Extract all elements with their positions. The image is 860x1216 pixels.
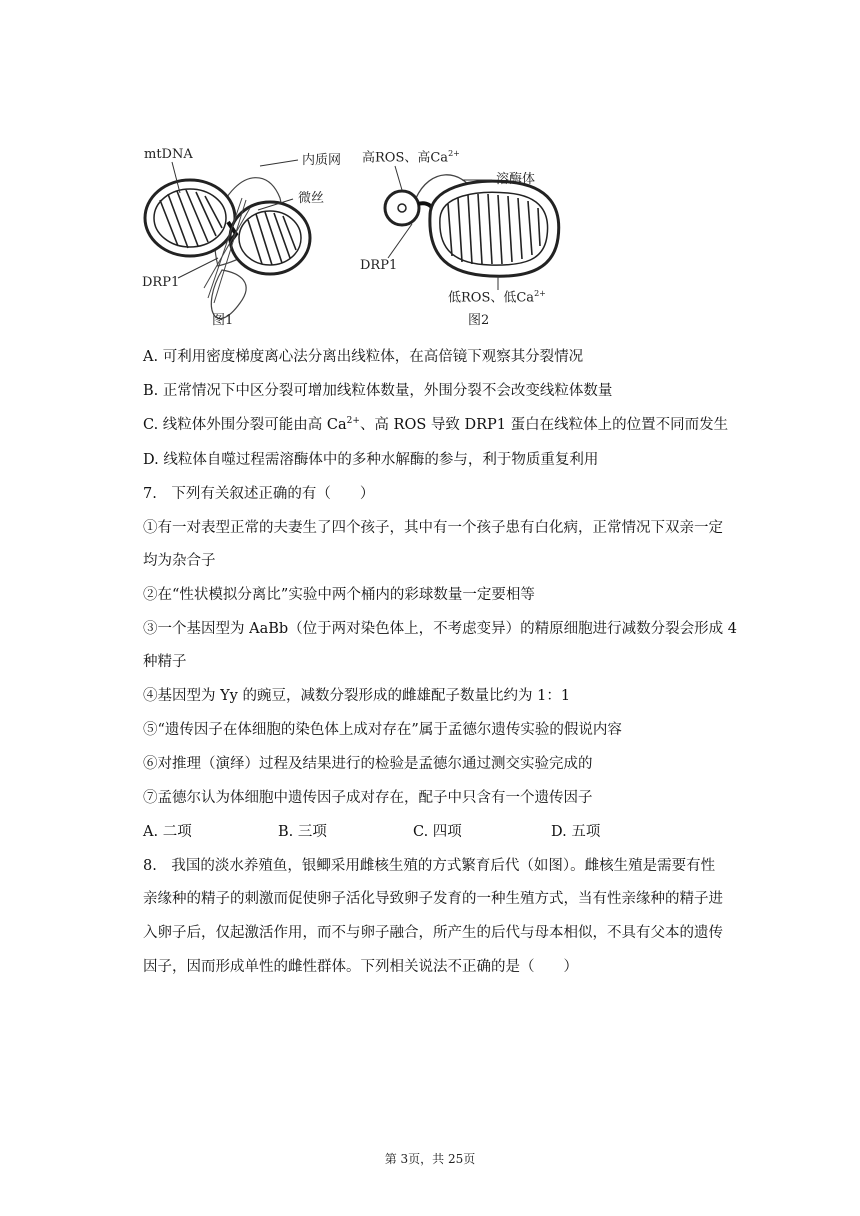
q6-option-a: A. 可利用密度梯度离心法分离出线粒体，在高倍镜下观察其分裂情况	[143, 349, 584, 365]
label-mtdna: mtDNA	[144, 147, 193, 162]
q6-option-d: D. 线粒体自噬过程需溶酶体中的多种水解酶的参与，利于物质重复利用	[143, 452, 599, 468]
q7-item: ④基因型为 Yy 的豌豆，减数分裂形成的雌雄配子数量比约为 1：1	[143, 688, 571, 704]
q8-line: 亲缘种的精子的刺激而促使卵子活化导致卵子发育的一种生殖方式，当有性亲缘种的精子进	[143, 891, 723, 907]
q7-option-b: B. 三项	[278, 824, 327, 840]
label-low-ros: 低ROS、低$Ca^{2+}$	[448, 289, 546, 306]
label-microfilament: 微丝	[298, 191, 325, 206]
q7-item: ⑤“遗传因子在体细胞的染色体上成对存在”属于孟德尔遗传实验的假说内容	[143, 722, 622, 738]
q6-option-c: C. 线粒体外围分裂可能由高 $Ca^{2+}$、高 ROS 导致 DRP1 蛋白在线粒体上的位置不同而发生	[143, 416, 729, 433]
mitochondria-figure	[130, 138, 570, 338]
q8-line: 8. 我国的淡水养殖鱼，银鲫采用雌核生殖的方式繁育后代（如图）。雌核生殖是需要有性	[143, 858, 716, 874]
q7-stem: 7. 下列有关叙述正确的有（ ）	[143, 486, 375, 502]
q7-item: 均为杂合子	[143, 553, 216, 569]
fig1-mito-left	[145, 180, 235, 256]
caption-fig2: 图2	[468, 313, 490, 328]
page-footer: 第 3页，共 25页	[384, 1152, 476, 1166]
q7-item: ①有一对表型正常的夫妻生了四个孩子，其中有一个孩子患有白化病，正常情况下双亲一定	[143, 520, 723, 536]
label-er: 内质网	[302, 153, 342, 168]
label-lysosome: 溶酶体	[496, 172, 536, 187]
q7-option-d: D. 五项	[551, 824, 601, 840]
q7-item: ③一个基因型为 AaBb（位于两对染色体上，不考虑变异）的精原细胞进行减数分裂会形成 4	[143, 621, 737, 637]
q7-option-c: C. 四项	[413, 824, 462, 840]
label-drp1-fig2: DRP1	[360, 258, 398, 273]
q7-item: ⑦孟德尔认为体细胞中遗传因子成对存在，配子中只含有一个遗传因子	[143, 790, 593, 806]
q7-option-a: A. 二项	[143, 824, 192, 840]
mitochondria-diagram	[130, 138, 570, 338]
label-high-ros: 高ROS、高$Ca^{2+}$	[362, 149, 460, 166]
q8-line: 因子，因而形成单性的雌性群体。下列相关说法不正确的是（ ）	[143, 959, 578, 975]
caption-fig1: 图1	[212, 313, 234, 328]
fig2-small-mito	[385, 191, 419, 225]
q7-item: ②在“性状模拟分离比”实验中两个桶内的彩球数量一定要相等	[143, 587, 535, 603]
q8-line: 入卵子后，仅起激活作用，而不与卵子融合，所产生的后代与母本相似，不具有父本的遗传	[143, 925, 723, 941]
q7-item: ⑥对推理（演绎）过程及结果进行的检验是孟德尔通过测交实验完成的	[143, 756, 593, 772]
q7-item: 种精子	[143, 654, 187, 670]
label-drp1-fig1: DRP1	[142, 275, 180, 290]
q6-option-b: B. 正常情况下中区分裂可增加线粒体数量，外围分裂不会改变线粒体数量	[143, 383, 613, 399]
